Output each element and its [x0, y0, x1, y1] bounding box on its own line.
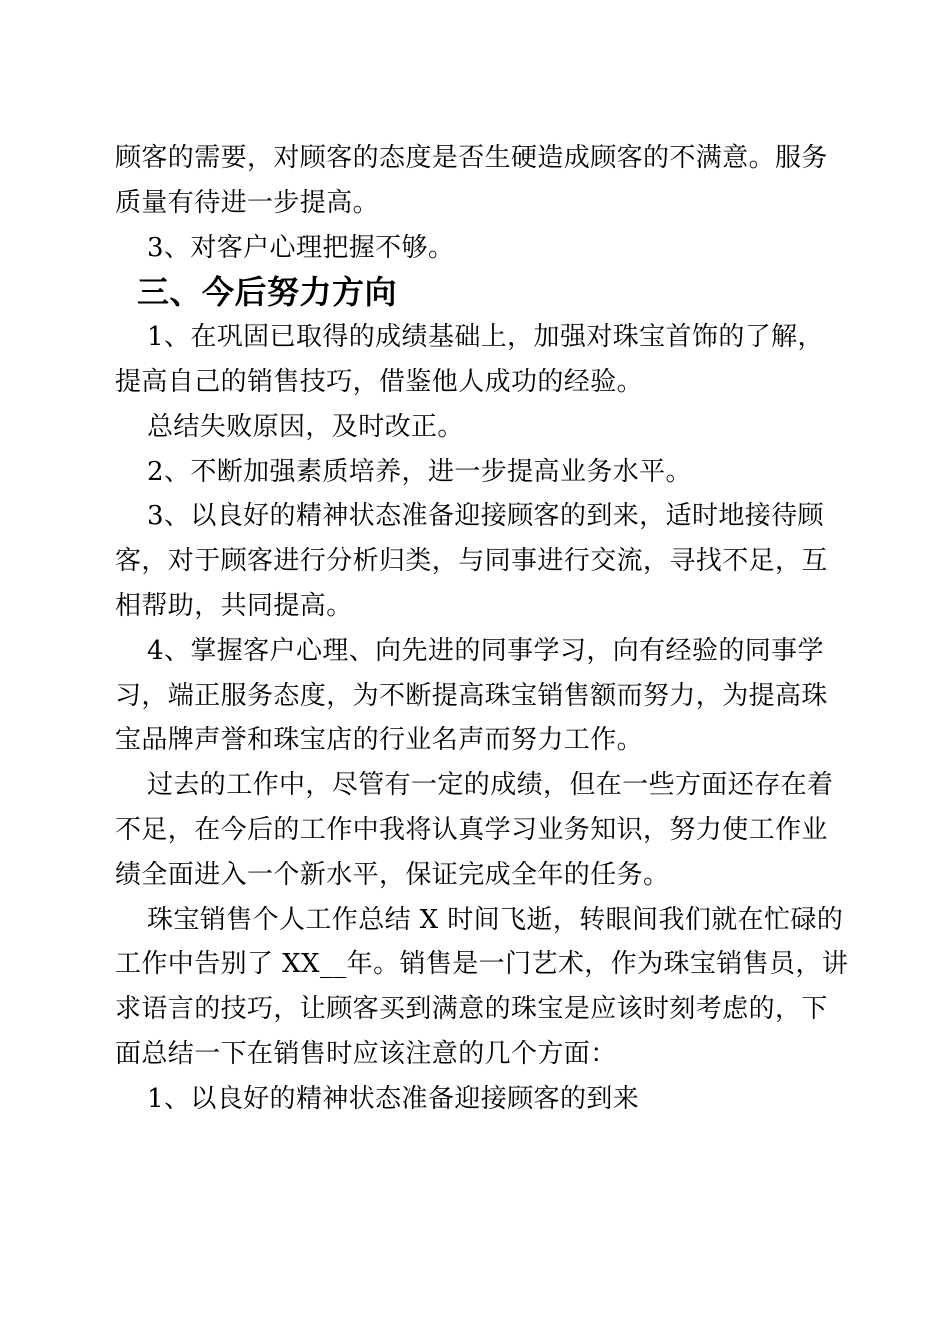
paragraph-line: 3、对客户心理把握不够。: [147, 232, 455, 263]
paragraph-line: 宝品牌声誉和珠宝店的行业名声而努力工作。: [115, 725, 644, 756]
paragraph-line: 不足，在今后的工作中我将认真学习业务知识，努力使工作业: [115, 814, 828, 845]
paragraph-line: 面总结一下在销售时应该注意的几个方面：: [115, 1038, 617, 1069]
paragraph-line: 1、在巩固已取得的成绩基础上，加强对珠宝首饰的了解，: [147, 322, 824, 353]
paragraph-line: 总结失败原因，及时改正。: [147, 411, 464, 442]
paragraph-line: 工作中告别了 XX__年。销售是一门艺术，作为珠宝销售员，讲: [115, 949, 849, 980]
section-heading: 三、今后努力方向: [137, 273, 398, 312]
paragraph-line: 珠宝销售个人工作总结 X 时间飞逝，转眼间我们就在忙碌的: [147, 904, 844, 935]
document-body: [115, 136, 849, 1122]
paragraph-line: 顾客的需要，对顾客的态度是否生硬造成顾客的不满意。服务: [115, 143, 828, 173]
paragraph-line: 过去的工作中，尽管有一定的成绩，但在一些方面还存在着: [147, 770, 834, 801]
paragraph-line: 4、掌握客户心理、向先进的同事学习，向有经验的同事学: [147, 635, 824, 666]
paragraph-line: 客，对于顾客进行分析归类，与同事进行交流，寻找不足，互: [115, 546, 828, 577]
paragraph-line: 提高自己的销售技巧，借鉴他人成功的经验。: [115, 366, 644, 397]
paragraph-line: 习，端正服务态度，为不断提高珠宝销售额而努力，为提高珠: [115, 680, 828, 711]
paragraph-line: 3、以良好的精神状态准备迎接顾客的到来，适时地接待顾: [147, 501, 824, 532]
paragraph-line: 质量有待进一步提高。: [115, 187, 380, 218]
paragraph-line: 1、以良好的精神状态准备迎接顾客的到来: [147, 1083, 640, 1114]
paragraph-line: 求语言的技巧，让顾客买到满意的珠宝是应该时刻考虑的，下: [115, 994, 828, 1025]
paragraph-line: 绩全面进入一个新水平，保证完成全年的任务。: [115, 859, 670, 890]
paragraph-line: 2、不断加强素质培养，进一步提高业务水平。: [147, 456, 692, 487]
paragraph-line: 相帮助，共同提高。: [115, 590, 353, 621]
